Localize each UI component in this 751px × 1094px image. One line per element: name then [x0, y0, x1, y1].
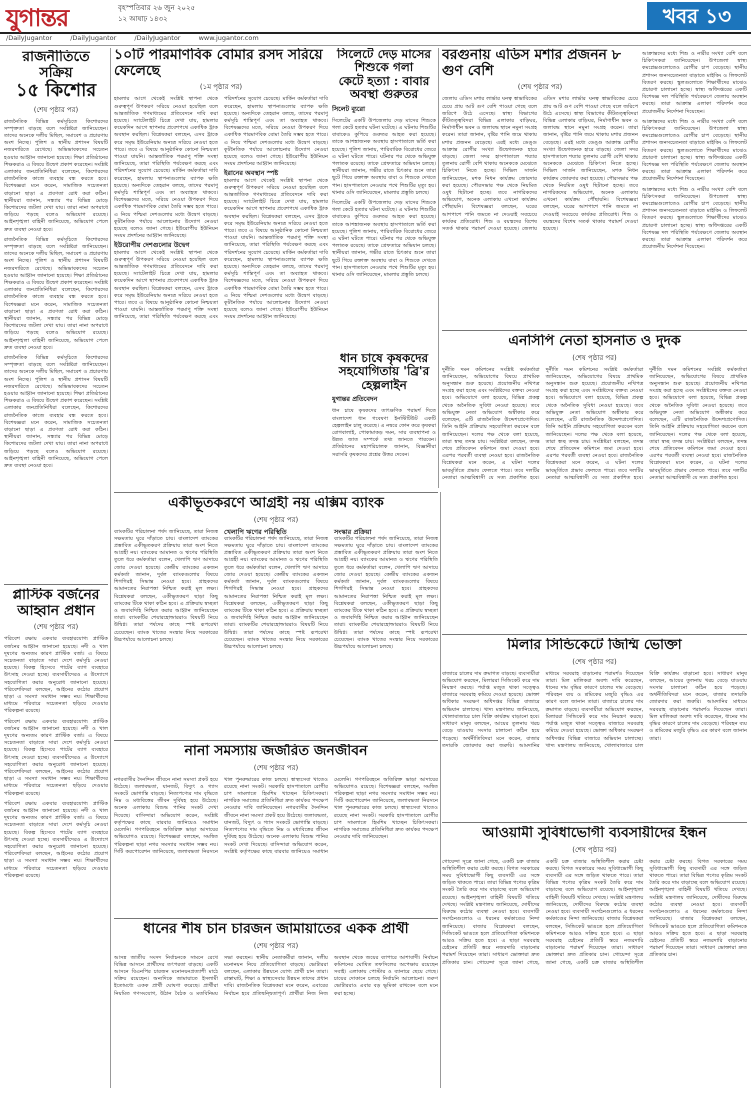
kicker: (শেষ পৃষ্ঠার পর) [33, 105, 79, 114]
article-mill-syndicate [442, 638, 747, 818]
headline-2: শিশুকে গলা [354, 60, 414, 75]
subheading: ইরানের অবস্থান স্পষ্ট [224, 169, 279, 178]
headline-2: সহযোগিতায় 'ব্রি'র [338, 364, 430, 379]
article-body: নগরবাসীর দৈনন্দিন জীবনে নানা সমস্যা প্রকট হয়ে উঠেছে। জলাবদ্ধতা, যানজট, বিদ্যুৎ ও গ্যাস সংকটে ভোগান্তি বাড়ছে। নিত্যপণ্যের দাম বৃদ্ধিতে নিম্ন ও মধ্যবিত্তের জীবন দুর্বিষহ হয়ে উঠেছে। অনেক এলাকায় বিশুদ্ধ পানির সংকট দেখা দিয়েছে। বাসিন্দারা অভিযোগ করেন, সংশ্লিষ্ট কর্তৃপক্ষের কাছে বারবার জানিয়েও সমাধান মেলেনি। গণপরিবহনে অতিরিক্ত ভাড়া আদায়ের অভিযোগও রয়েছে। বিশেষজ্ঞরা বলছেন, সমন্বিত পরিকল্পনা ছাড়া নগর সমস্যার সমাধান সম্ভব নয়। সিটি করপোরেশন জানিয়েছে, জলাবদ্ধতা নিরসনে খাল পুনরুদ্ধারের কাজ চলছে। স্বাস্থ্যসেবা খাতেও রয়েছে নানা সংকট। সরকারি হাসপাতালে রোগীর চাপ সামলাতে হিমশিম খাচ্ছেন চিকিৎসকরা। নাগরিক সমাজের প্রতিনিধিরা দ্রুত কার্যকর পদক্ষেপ নেওয়ার দাবি জানিয়েছেন। নগরবাসীর দৈনন্দিন জীবনে নানা সমস্যা প্রকট হয়ে উঠেছে। জলাবদ্ধতা, যানজট, বিদ্যুৎ ও গ্যাস সংকটে ভোগান্তি বাড়ছে। নিত্যপণ্যের দাম বৃদ্ধিতে নিম্ন ও মধ্যবিত্তের জীবন দুর্বিষহ হয়ে উঠেছে। অনেক এলাকায় বিশুদ্ধ পানির সংকট দেখা দিয়েছে। বাসিন্দারা অভিযোগ করেন, সংশ্লিষ্ট কর্তৃপক্ষের কাছে বারবার জানিয়েও সমাধান মেলেনি। গণপরিবহনে অতিরিক্ত ভাড়া আদায়ের অভিযোগও রয়েছে। বিশেষজ্ঞরা বলছেন, সমন্বিত পরিকল্পনা ছাড়া নগর সমস্যার সমাধান সম্ভব নয়। সিটি করপোরেশন জানিয়েছে, জলাবদ্ধতা নিরসনে খাল পুনরুদ্ধারের কাজ চলছে। স্বাস্থ্যসেবা খাতেও রয়েছে নানা সংকট। সরকারি হাসপাতালে রোগীর চাপ সামলাতে হিমশিম খাচ্ছেন চিকিৎসকরা। নাগরিক সমাজের প্রতিনিধিরা দ্রুত কার্যকর পদক্ষেপ নেওয়ার দাবি জানিয়েছেন। [114, 776, 438, 855]
subheading: খেলাপি ঋণের পরিস্থিতি [224, 527, 287, 536]
kicker: (শেষ পৃষ্ঠার পর) [572, 845, 617, 854]
dateline [118, 3, 195, 25]
twitter-link[interactable]: /DailyJugantor [70, 34, 117, 42]
article-body: গোয়েন্দা সূত্রে জানা গেছে, একটি চক্র বাজার অস্থিতিশীল করার চেষ্টা করছে। বিগত সরকারের সময় সুবিধাভোগী কিছু ব্যবসায়ী এর সঙ্গে জড়িত থাকতে পারে। তারা বিভিন্ন পণ্যের কৃত্রিম সংকট তৈরি করে দাম বাড়াচ্ছে বলে অভিযোগ রয়েছে। আইনশৃঙ্খলা বাহিনী বিষয়টি খতিয়ে দেখছে। সংশ্লিষ্ট মন্ত্রণালয় জানিয়েছে, দোষীদের বিরুদ্ধে কঠোর ব্যবস্থা নেওয়া হবে। ব্যবসায়ী সংগঠনগুলোও এ ধরনের কর্মকাণ্ডের নিন্দা জানিয়েছে। বাজার বিশ্লেষকরা বলছেন, সিন্ডিকেট ভাঙতে হলে প্রতিযোগিতা কমিশনকে আরও সক্রিয় হতে হবে। এ ছাড়া সরবরাহ চেইনের প্রতিটি স্তরে নজরদারি বাড়ানোর পরামর্শ দিয়েছেন তারা। সাধারণ ভোক্তারা দ্রুত প্রতিকার চান। গোয়েন্দা সূত্রে জানা গেছে, একটি চক্র বাজার অস্থিতিশীল করার চেষ্টা করছে। বিগত সরকারের সময় সুবিধাভোগী কিছু ব্যবসায়ী এর সঙ্গে জড়িত থাকতে পারে। তারা বিভিন্ন পণ্যের কৃত্রিম সংকট তৈরি করে দাম বাড়াচ্ছে বলে অভিযোগ রয়েছে। আইনশৃঙ্খলা বাহিনী বিষয়টি খতিয়ে দেখছে। সংশ্লিষ্ট মন্ত্রণালয় জানিয়েছে, দোষীদের বিরুদ্ধে কঠোর ব্যবস্থা নেওয়া হবে। ব্যবসায়ী সংগঠনগুলোও এ ধরনের কর্মকাণ্ডের নিন্দা জানিয়েছে। বাজার বিশ্লেষকরা বলছেন, সিন্ডিকেট ভাঙতে হলে প্রতিযোগিতা কমিশনকে আরও সক্রিয় হতে হবে। এ ছাড়া সরবরাহ চেইনের প্রতিটি স্তরে নজরদারি বাড়ানোর পরামর্শ দিয়েছেন তারা। সাধারণ ভোক্তারা দ্রুত প্রতিকার চান। গোয়েন্দা সূত্রে জানা গেছে, একটি চক্র বাজার অস্থিতিশীল করার চেষ্টা করছে। বিগত সরকারের সময় সুবিধাভোগী কিছু ব্যবসায়ী এর সঙ্গে জড়িত থাকতে পারে। তারা বিভিন্ন পণ্যের কৃত্রিম সংকট তৈরি করে দাম বাড়াচ্ছে বলে অভিযোগ রয়েছে। আইনশৃঙ্খলা বাহিনী বিষয়টি খতিয়ে দেখছে। সংশ্লিষ্ট মন্ত্রণালয় জানিয়েছে, দোষীদের বিরুদ্ধে কঠোর ব্যবস্থা নেওয়া হবে। ব্যবসায়ী সংগঠনগুলোও এ ধরনের কর্মকাণ্ডের নিন্দা জানিয়েছে। বাজার বিশ্লেষকরা বলছেন, সিন্ডিকেট ভাঙতে হলে প্রতিযোগিতা কমিশনকে আরও সক্রিয় হতে হবে। এ ছাড়া সরবরাহ চেইনের প্রতিটি স্তরে নজরদারি বাড়ানোর পরামর্শ দিয়েছেন তারা। সাধারণ ভোক্তারা দ্রুত প্রতিকার চান। [442, 858, 747, 966]
article-body-repeat: রাজনৈতিক বিভিন্ন কর্মসূচিতে কিশোরদের সম্পৃক্ততা বাড়ছে বলে সংশ্লিষ্টরা জানিয়েছেন। তাদের অনেকে দলীয় মিছিল, সমাবেশ ও প্রচারণায় অংশ নিচ্ছে। পুলিশ ও স্থানীয় প্রশাসন বিষয়টি নজরদারিতে রেখেছে। অভিভাবকদের সচেতন হওয়ার আহ্বান জানানো হয়েছে। শিক্ষা প্রতিষ্ঠানের শিক্ষকরাও এ বিষয়ে উদ্বেগ প্রকাশ করেছেন। সংশ্লিষ্ট এলাকার জনপ্রতিনিধিরা বলেছেন, কিশোরদের রাজনৈতিক কাজে ব্যবহার বন্ধ করতে হবে। বিশেষজ্ঞরা মনে করেন, সামাজিক সচেতনতা বাড়ানো ছাড়া এ প্রবণতা রোধ করা কঠিন। স্থানীয়রা জানান, সন্ধ্যার পর বিভিন্ন মোড়ে কিশোরদের জটলা দেখা যায়। তারা নানা অপরাধে জড়িয়ে পড়ছে বলেও অভিযোগ রয়েছে। আইনশৃঙ্খলা বাহিনী জানিয়েছে, অভিযোগ পেলে দ্রুত ব্যবস্থা নেওয়া হবে। [4, 355, 108, 470]
headline-3: হেল্পলাইন [361, 377, 407, 392]
byline: যুগান্তর প্রতিবেদন [332, 395, 378, 404]
headline: ১০টি পারমাণবিক বোমার রসদ সরিয়ে ফেলেছে [114, 48, 323, 79]
date-bengali: ১২ আষাঢ় ১৪৩২ [118, 15, 168, 23]
page-number: ১৩ [705, 4, 732, 28]
facebook-link[interactable]: /DailyJugantor [6, 34, 53, 42]
article-body: ব্যাংকটির পরিচালনা পর্ষদ জানিয়েছে, তারা নিজস্ব সক্ষমতায় ঘুরে দাঁড়াতে চায়। বাংলাদেশ ব্যাংকের প্রস্তাবিত একীভূতকরণ প্রক্রিয়ায় তারা অংশ নিতে আগ্রহী নয়। ব্যাংকের আমানত ও ঋণের পরিস্থিতি তুলে ধরে কর্মকর্তারা বলেন, খেলাপি ঋণ আদায়ে জোর দেওয়া হয়েছে। কেন্দ্রীয় ব্যাংকের একজন কর্মকর্তা জানান, দুর্বল ব্যাংকগুলোর বিষয়ে শিগগিরই সিদ্ধান্ত নেওয়া হবে। গ্রাহকদের আমানতের নিরাপত্তা নিশ্চিত করাই মূল লক্ষ্য। বিশ্লেষকরা বলছেন, একীভূতকরণ ছাড়া কিছু ব্যাংকের টিকে থাকা কঠিন হবে। এ প্রক্রিয়ায় স্বচ্ছতা ও জবাবদিহি নিশ্চিত করার আহ্বান জানিয়েছেন তারা। ব্যাংকটির শেয়ারহোল্ডাররাও বিষয়টি নিয়ে উদ্বিগ্ন। তারা পর্ষদের কাছে স্পষ্ট রূপরেখা চেয়েছেন। ব্যাংক খাতের সংস্কার নিয়ে সরকারের উচ্চপর্যায়ে আলোচনা চলছে। খেলাপি ঋণের পরিস্থিতি ব্যাংকটির পরিচালনা পর্ষদ জানিয়েছে, তারা নিজস্ব সক্ষমতায় ঘুরে দাঁড়াতে চায়। বাংলাদেশ ব্যাংকের প্রস্তাবিত একীভূতকরণ প্রক্রিয়ায় তারা অংশ নিতে আগ্রহী নয়। ব্যাংকের আমানত ও ঋণের পরিস্থিতি তুলে ধরে কর্মকর্তারা বলেন, খেলাপি ঋণ আদায়ে জোর দেওয়া হয়েছে। কেন্দ্রীয় ব্যাংকের একজন কর্মকর্তা জানান, দুর্বল ব্যাংকগুলোর বিষয়ে শিগগিরই সিদ্ধান্ত নেওয়া হবে। গ্রাহকদের আমানতের নিরাপত্তা নিশ্চিত করাই মূল লক্ষ্য। বিশ্লেষকরা বলছেন, একীভূতকরণ ছাড়া কিছু ব্যাংকের টিকে থাকা কঠিন হবে। এ প্রক্রিয়ায় স্বচ্ছতা ও জবাবদিহি নিশ্চিত করার আহ্বান জানিয়েছেন তারা। ব্যাংকটির শেয়ারহোল্ডাররাও বিষয়টি নিয়ে উদ্বিগ্ন। তারা পর্ষদের কাছে স্পষ্ট রূপরেখা চেয়েছেন। ব্যাংক খাতের সংস্কার নিয়ে সরকারের উচ্চপর্যায়ে আলোচনা চলছে। সংস্কার প্রক্রিয়া ব্যাংকটির পরিচালনা পর্ষদ জানিয়েছে, তারা নিজস্ব সক্ষমতায় ঘুরে দাঁড়াতে চায়। বাংলাদেশ ব্যাংকের প্রস্তাবিত একীভূতকরণ প্রক্রিয়ায় তারা অংশ নিতে আগ্রহী নয়। ব্যাংকের আমানত ও ঋণের পরিস্থিতি তুলে ধরে কর্মকর্তারা বলেন, খেলাপি ঋণ আদায়ে জোর দেওয়া হয়েছে। কেন্দ্রীয় ব্যাংকের একজন কর্মকর্তা জানান, দুর্বল ব্যাংকগুলোর বিষয়ে শিগগিরই সিদ্ধান্ত নেওয়া হবে। গ্রাহকদের আমানতের নিরাপত্তা নিশ্চিত করাই মূল লক্ষ্য। বিশ্লেষকরা বলছেন, একীভূতকরণ ছাড়া কিছু ব্যাংকের টিকে থাকা কঠিন হবে। এ প্রক্রিয়ায় স্বচ্ছতা ও জবাবদিহি নিশ্চিত করার আহ্বান জানিয়েছেন তারা। ব্যাংকটির শেয়ারহোল্ডাররাও বিষয়টি নিয়ে উদ্বিগ্ন। তারা পর্ষদের কাছে স্পষ্ট রূপরেখা চেয়েছেন। ব্যাংক খাতের সংস্কার নিয়ে সরকারের উচ্চপর্যায়ে আলোচনা চলছে। [114, 527, 438, 650]
article-body: আক্রান্তদের মধ্যে শিশু ও নারীর সংখ্যা বেশি বলে চিকিৎসকরা জানিয়েছেন। উপজেলা স্বাস্থ্য কমপ্লেক্সগুলোতেও রোগীর চাপ বেড়েছে। স্থানীয় প্রশাসন জনসচেতনতা বাড়াতে মাইকিং ও লিফলেট বিতরণ করছে। স্কুলগুলোতে শিক্ষার্থীদের মাঝেও প্রচারণা চালানো হচ্ছে। স্বাস্থ্য অধিদপ্তরের একটি বিশেষজ্ঞ দল পরিস্থিতি পর্যবেক্ষণে জেলায় অবস্থান করছে। তারা আক্রান্ত এলাকা পরিদর্শন করে প্রয়োজনীয় নির্দেশনা দিয়েছেন। [642, 51, 747, 115]
article-body: দুর্নীতি দমন কমিশনের সংশ্লিষ্ট কর্মকর্তারা জানিয়েছেন, অভিযোগের বিষয়ে প্রাথমিক অনুসন্ধান শুরু হয়েছে। প্রয়োজনীয় নথিপত্র সংগ্রহ করা হচ্ছে এবং সংশ্লিষ্টদের বক্তব্য নেওয়া হবে। অভিযোগে বলা হয়েছে, বিভিন্ন প্রকল্প থেকে অনৈতিক সুবিধা নেওয়া হয়েছে। তবে অভিযুক্ত নেতা অভিযোগ অস্বীকার করে বলেছেন, এটি রাজনৈতিক উদ্দেশ্যপ্রণোদিত। তিনি আইনি প্রক্রিয়ায় সহযোগিতা করবেন বলে জানিয়েছেন। দলের পক্ষ থেকে বলা হয়েছে, তারা স্বচ্ছ তদন্ত চায়। সংশ্লিষ্টরা বলছেন, তদন্ত শেষে প্রতিবেদন কমিশনে জমা দেওয়া হবে। এরপর পরবর্তী ব্যবস্থা নেওয়া হবে। রাজনৈতিক বিশ্লেষকরা মনে করেন, এ ঘটনা দলের ভাবমূর্তিতে প্রভাব ফেলতে পারে। তবে দলটির নেতারা আত্মবিশ্বাসী যে সত্য প্রকাশিত হবে। দুর্নীতি দমন কমিশনের সংশ্লিষ্ট কর্মকর্তারা জানিয়েছেন, অভিযোগের বিষয়ে প্রাথমিক অনুসন্ধান শুরু হয়েছে। প্রয়োজনীয় নথিপত্র সংগ্রহ করা হচ্ছে এবং সংশ্লিষ্টদের বক্তব্য নেওয়া হবে। অভিযোগে বলা হয়েছে, বিভিন্ন প্রকল্প থেকে অনৈতিক সুবিধা নেওয়া হয়েছে। তবে অভিযুক্ত নেতা অভিযোগ অস্বীকার করে বলেছেন, এটি রাজনৈতিক উদ্দেশ্যপ্রণোদিত। তিনি আইনি প্রক্রিয়ায় সহযোগিতা করবেন বলে জানিয়েছেন। দলের পক্ষ থেকে বলা হয়েছে, তারা স্বচ্ছ তদন্ত চায়। সংশ্লিষ্টরা বলছেন, তদন্ত শেষে প্রতিবেদন কমিশনে জমা দেওয়া হবে। এরপর পরবর্তী ব্যবস্থা নেওয়া হবে। রাজনৈতিক বিশ্লেষকরা মনে করেন, এ ঘটনা দলের ভাবমূর্তিতে প্রভাব ফেলতে পারে। তবে দলটির নেতারা আত্মবিশ্বাসী যে সত্য প্রকাশিত হবে। দুর্নীতি দমন কমিশনের সংশ্লিষ্ট কর্মকর্তারা জানিয়েছেন, অভিযোগের বিষয়ে প্রাথমিক অনুসন্ধান শুরু হয়েছে। প্রয়োজনীয় নথিপত্র সংগ্রহ করা হচ্ছে এবং সংশ্লিষ্টদের বক্তব্য নেওয়া হবে। অভিযোগে বলা হয়েছে, বিভিন্ন প্রকল্প থেকে অনৈতিক সুবিধা নেওয়া হয়েছে। তবে অভিযুক্ত নেতা অভিযোগ অস্বীকার করে বলেছেন, এটি রাজনৈতিক উদ্দেশ্যপ্রণোদিত। তিনি আইনি প্রক্রিয়ায় সহযোগিতা করবেন বলে জানিয়েছেন। দলের পক্ষ থেকে বলা হয়েছে, তারা স্বচ্ছ তদন্ত চায়। সংশ্লিষ্টরা বলছেন, তদন্ত শেষে প্রতিবেদন কমিশনে জমা দেওয়া হবে। এরপর পরবর্তী ব্যবস্থা নেওয়া হবে। রাজনৈতিক বিশ্লেষকরা মনে করেন, এ ঘটনা দলের ভাবমূর্তিতে প্রভাব ফেলতে পারে। তবে দলটির নেতারা আত্মবিশ্বাসী যে সত্য প্রকাশিত হবে। [442, 366, 747, 481]
headline: আওয়ামী সুবিধাভোগী ব্যবসায়ীদের ইন্ধন [482, 826, 707, 841]
headline: ধান চাষে কৃষকদের [339, 352, 429, 365]
masthead [0, 0, 751, 34]
article-sylhet-child [332, 48, 436, 348]
headline: প্লাস্টিক বর্জনের [12, 588, 100, 603]
headline: সিলেটে দেড় মাসের [336, 48, 432, 61]
article-body: আসন্ন জাতীয় সংসদ নির্বাচনকে সামনে রেখে বিভিন্ন আসনে প্রার্থীদের তৎপরতা বাড়ছে। একটি আসনে বিএনপির চারজন মনোনয়নপ্রত্যাশী মাঠে সক্রিয় রয়েছেন। অন্যদিকে জামায়াতে ইসলামী ইতোমধ্যে একক প্রার্থী ঘোষণা করেছে। প্রার্থীরা নিয়মিত গণসংযোগ, উঠান বৈঠক ও মতবিনিময় সভা করছেন। স্থানীয় নেতাকর্মীরা জানান, দলীয় মনোনয়ন নিয়ে প্রতিযোগিতা বাড়ছে। ভোটাররা বলছেন, এলাকার উন্নয়নে যোগ্য প্রার্থী চান তারা। রাস্তাঘাট, শিক্ষা ও স্বাস্থ্যসেবার উন্নয়ন তাদের প্রধান দাবি। রাজনৈতিক বিশ্লেষকরা মনে করেন, এবারের নির্বাচন হবে প্রতিদ্বন্দ্বিতাপূর্ণ। প্রার্থীরা নিজ নিজ অবস্থান থেকে জয়ের ব্যাপারে আশাবাদী। নির্বাচন কমিশনের ঘোষিত তফসিলের অপেক্ষায় রয়েছেন সবাই। এলাকায় পোস্টার ও ব্যানারে ছেয়ে গেছে। চায়ের দোকানে চলছে নির্বাচনি আলোচনা। তরুণ ভোটাররাও এবার বড় ভূমিকা রাখবেন বলে মনে করা হচ্ছে। [114, 954, 438, 997]
headline-4: অবস্থা গুরুতর [349, 87, 419, 102]
article-body-repeat: সিলেটের একটি উপজেলায় দেড় মাসের শিশুকে গলা কেটে হত্যার ঘটনা ঘটেছে। এ ঘটনায় শিশুটির বাবাকেও কুপিয়ে গুরুতর আহত করা হয়েছে। তাকে আশঙ্কাজনক অবস্থায় হাসপাতালে ভর্তি করা হয়েছে। পুলিশ জানায়, পারিবারিক বিরোধের জেরে এ ঘটনা ঘটতে পারে। ঘটনার পর থেকে অভিযুক্ত পলাতক রয়েছে। তাকে গ্রেফতারে অভিযান চলছে। স্থানীয়রা জানান, গভীর রাতে চিৎকার শুনে তারা ছুটে গিয়ে রক্তাক্ত অবস্থায় বাবা ও শিশুকে দেখতে পান। হাসপাতালে নেওয়ার পথে শিশুটির মৃত্যু হয়। থানার ওসি জানিয়েছেন, মামলার প্রস্তুতি চলছে। [332, 199, 436, 279]
kicker: (শেষ পৃষ্ঠার পর) [572, 353, 617, 362]
article-body: হামলার আগে থেকেই সংশ্লিষ্ট স্থাপনা থেকে গুরুত্বপূর্ণ উপকরণ সরিয়ে নেওয়া হয়েছিল বলে আন্তর্জাতিক গণমাধ্যমের প্রতিবেদনে দাবি করা হয়েছে। স্যাটেলাইট চিত্রে দেখা যায়, হামলার কয়েকদিন আগে স্থাপনার প্রবেশপথে একাধিক ট্রাক অবস্থান করছিল। বিশ্লেষকরা বলছেন, এসব ট্রাকে করে সমৃদ্ধ ইউরেনিয়াম অন্যত্র সরিয়ে নেওয়া হতে পারে। তবে এ বিষয়ে আনুষ্ঠানিক কোনো নিশ্চয়তা পাওয়া যায়নি। আন্তর্জাতিক পরমাণু শক্তি সংস্থা জানিয়েছে, তারা পরিস্থিতি পর্যবেক্ষণ করছে এবং পরিদর্শনের সুযোগ চেয়েছে। মার্কিন কর্মকর্তারা দাবি করেছেন, হামলায় স্থাপনাগুলোর ব্যাপক ক্ষতি হয়েছে। অন্যদিকে তেহরান বলছে, তাদের পরমাণু কর্মসূচি শান্তিপূর্ণ এবং তা অব্যাহত থাকবে। বিশেষজ্ঞদের মতে, সরিয়ে নেওয়া উপকরণ দিয়ে একাধিক পারমাণবিক বোমা তৈরি সম্ভব হতে পারে। এ নিয়ে পশ্চিমা দেশগুলোর মধ্যে উদ্বেগ বাড়ছে। কূটনৈতিক পর্যায়ে আলোচনার উদ্যোগ নেওয়া হয়েছে বলেও জানা গেছে। ইউরোপীয় ইউনিয়ন সংযম প্রদর্শনের আহ্বান জানিয়েছে। ইউরোপীয় দেশগুলোর উদ্বেগ হামলার আগে থেকেই সংশ্লিষ্ট স্থাপনা থেকে গুরুত্বপূর্ণ উপকরণ সরিয়ে নেওয়া হয়েছিল বলে আন্তর্জাতিক গণমাধ্যমের প্রতিবেদনে দাবি করা হয়েছে। স্যাটেলাইট চিত্রে দেখা যায়, হামলার কয়েকদিন আগে স্থাপনার প্রবেশপথে একাধিক ট্রাক অবস্থান করছিল। বিশ্লেষকরা বলছেন, এসব ট্রাকে করে সমৃদ্ধ ইউরেনিয়াম অন্যত্র সরিয়ে নেওয়া হতে পারে। তবে এ বিষয়ে আনুষ্ঠানিক কোনো নিশ্চয়তা পাওয়া যায়নি। আন্তর্জাতিক পরমাণু শক্তি সংস্থা জানিয়েছে, তারা পরিস্থিতি পর্যবেক্ষণ করছে এবং পরিদর্শনের সুযোগ চেয়েছে। মার্কিন কর্মকর্তারা দাবি করেছেন, হামলায় স্থাপনাগুলোর ব্যাপক ক্ষতি হয়েছে। অন্যদিকে তেহরান বলছে, তাদের পরমাণু কর্মসূচি শান্তিপূর্ণ এবং তা অব্যাহত থাকবে। বিশেষজ্ঞদের মতে, সরিয়ে নেওয়া উপকরণ দিয়ে একাধিক পারমাণবিক বোমা তৈরি সম্ভব হতে পারে। এ নিয়ে পশ্চিমা দেশগুলোর মধ্যে উদ্বেগ বাড়ছে। কূটনৈতিক পর্যায়ে আলোচনার উদ্যোগ নেওয়া হয়েছে বলেও জানা গেছে। ইউরোপীয় ইউনিয়ন সংযম প্রদর্শনের আহ্বান জানিয়েছে। ইরানের অবস্থান স্পষ্ট হামলার আগে থেকেই সংশ্লিষ্ট স্থাপনা থেকে গুরুত্বপূর্ণ উপকরণ সরিয়ে নেওয়া হয়েছিল বলে আন্তর্জাতিক গণমাধ্যমের প্রতিবেদনে দাবি করা হয়েছে। স্যাটেলাইট চিত্রে দেখা যায়, হামলার কয়েকদিন আগে স্থাপনার প্রবেশপথে একাধিক ট্রাক অবস্থান করছিল। বিশ্লেষকরা বলছেন, এসব ট্রাকে করে সমৃদ্ধ ইউরেনিয়াম অন্যত্র সরিয়ে নেওয়া হতে পারে। তবে এ বিষয়ে আনুষ্ঠানিক কোনো নিশ্চয়তা পাওয়া যায়নি। আন্তর্জাতিক পরমাণু শক্তি সংস্থা জানিয়েছে, তারা পরিস্থিতি পর্যবেক্ষণ করছে এবং পরিদর্শনের সুযোগ চেয়েছে। মার্কিন কর্মকর্তারা দাবি করেছেন, হামলায় স্থাপনাগুলোর ব্যাপক ক্ষতি হয়েছে। অন্যদিকে তেহরান বলছে, তাদের পরমাণু কর্মসূচি শান্তিপূর্ণ এবং তা অব্যাহত থাকবে। বিশেষজ্ঞদের মতে, সরিয়ে নেওয়া উপকরণ দিয়ে একাধিক পারমাণবিক বোমা তৈরি সম্ভব হতে পারে। এ নিয়ে পশ্চিমা দেশগুলোর মধ্যে উদ্বেগ বাড়ছে। কূটনৈতিক পর্যায়ে আলোচনার উদ্যোগ নেওয়া হয়েছে বলেও জানা গেছে। ইউরোপীয় ইউনিয়ন সংযম প্রদর্শনের আহ্বান জানিয়েছে। [114, 96, 328, 321]
kicker: (শেষ পৃষ্ঠার পর) [517, 83, 563, 92]
article-body-repeat: পরিবেশ রক্ষায় একবার ব্যবহারযোগ্য প্লাস্টিক বর্জনের আহ্বান জানানো হয়েছে। নদী ও খাল দূষণের অন্যতম কারণ প্লাস্টিক বর্জ্য। এ বিষয়ে সচেতনতা বাড়াতে সারা দেশে কর্মসূচি নেওয়া হয়েছে। বিকল্প হিসেবে পাটের ব্যাগ ব্যবহারে উৎসাহ দেওয়া হচ্ছে। ব্যবসায়ীদেরও এ উদ্যোগে সহযোগিতা করার অনুরোধ জানানো হয়েছে। পরিবেশবিদরা বলছেন, আইনের কঠোর প্রয়োগ ছাড়া এ সমস্যা সমাধান সম্ভব নয়। শিক্ষার্থীদের মাধ্যমে পরিবারে সচেতনতা ছড়িয়ে দেওয়ার পরিকল্পনা রয়েছে। [4, 800, 108, 879]
headline-2: আহ্বান প্রধান [17, 602, 95, 619]
article-awami-business [442, 826, 747, 1088]
kicker: (শেষ পৃষ্ঠার পর) [253, 515, 299, 524]
article-public-life [114, 744, 438, 914]
article-body-repeat: পরিবেশ রক্ষায় একবার ব্যবহারযোগ্য প্লাস্টিক বর্জনের আহ্বান জানানো হয়েছে। নদী ও খাল দূষণের অন্যতম কারণ প্লাস্টিক বর্জ্য। এ বিষয়ে সচেতনতা বাড়াতে সারা দেশে কর্মসূচি নেওয়া হয়েছে। বিকল্প হিসেবে পাটের ব্যাগ ব্যবহারে উৎসাহ দেওয়া হচ্ছে। ব্যবসায়ীদেরও এ উদ্যোগে সহযোগিতা করার অনুরোধ জানানো হয়েছে। পরিবেশবিদরা বলছেন, আইনের কঠোর প্রয়োগ ছাড়া এ সমস্যা সমাধান সম্ভব নয়। শিক্ষার্থীদের মাধ্যমে পরিবারে সচেতনতা ছড়িয়ে দেওয়ার পরিকল্পনা রয়েছে। [4, 718, 108, 797]
headline-3: কেটে হত্যা : বাবার [338, 73, 430, 88]
kicker: (শেষ পৃষ্ঠার পর) [253, 941, 299, 950]
article-plastic [4, 588, 108, 1088]
article-bomb-supply [114, 48, 328, 488]
date-gregorian: বৃহস্পতিবার ২৬ জুন ২০২৫ [118, 4, 196, 12]
subheading: সংস্কার প্রক্রিয়া [334, 527, 372, 536]
instagram-link[interactable]: /DailyJugantor [134, 34, 181, 42]
article-paddy-helpline [332, 352, 436, 492]
article-body-repeat: আক্রান্তদের মধ্যে শিশু ও নারীর সংখ্যা বেশি বলে চিকিৎসকরা জানিয়েছেন। উপজেলা স্বাস্থ্য কমপ্লেক্সগুলোতেও রোগীর চাপ বেড়েছে। স্থানীয় প্রশাসন জনসচেতনতা বাড়াতে মাইকিং ও লিফলেট বিতরণ করছে। স্কুলগুলোতে শিক্ষার্থীদের মাঝেও প্রচারণা চালানো হচ্ছে। স্বাস্থ্য অধিদপ্তরের একটি বিশেষজ্ঞ দল পরিস্থিতি পর্যবেক্ষণে জেলায় অবস্থান করছে। তারা আক্রান্ত এলাকা পরিদর্শন করে প্রয়োজনীয় নির্দেশনা দিয়েছেন। [642, 118, 747, 183]
article-body: পরিবেশ রক্ষায় একবার ব্যবহারযোগ্য প্লাস্টিক বর্জনের আহ্বান জানানো হয়েছে। নদী ও খাল দূষণের অন্যতম কারণ প্লাস্টিক বর্জ্য। এ বিষয়ে সচেতনতা বাড়াতে সারা দেশে কর্মসূচি নেওয়া হয়েছে। বিকল্প হিসেবে পাটের ব্যাগ ব্যবহারে উৎসাহ দেওয়া হচ্ছে। ব্যবসায়ীদেরও এ উদ্যোগে সহযোগিতা করার অনুরোধ জানানো হয়েছে। পরিবেশবিদরা বলছেন, আইনের কঠোর প্রয়োগ ছাড়া এ সমস্যা সমাধান সম্ভব নয়। শিক্ষার্থীদের মাধ্যমে পরিবারে সচেতনতা ছড়িয়ে দেওয়ার পরিকল্পনা রয়েছে। [4, 636, 108, 715]
social-links-bar [0, 34, 751, 46]
kicker: (শেষ পৃষ্ঠার পর) [253, 763, 299, 772]
headline: বরগুনায় এডিস মশার প্রজনন ৮ গুণ বেশি [442, 48, 621, 79]
article-body: রাজনৈতিক বিভিন্ন কর্মসূচিতে কিশোরদের সম্পৃক্ততা বাড়ছে বলে সংশ্লিষ্টরা জানিয়েছেন। তাদের অনেকে দলীয় মিছিল, সমাবেশ ও প্রচারণায় অংশ নিচ্ছে। পুলিশ ও স্থানীয় প্রশাসন বিষয়টি নজরদারিতে রেখেছে। অভিভাবকদের সচেতন হওয়ার আহ্বান জানানো হয়েছে। শিক্ষা প্রতিষ্ঠানের শিক্ষকরাও এ বিষয়ে উদ্বেগ প্রকাশ করেছেন। সংশ্লিষ্ট এলাকার জনপ্রতিনিধিরা বলেছেন, কিশোরদের রাজনৈতিক কাজে ব্যবহার বন্ধ করতে হবে। বিশেষজ্ঞরা মনে করেন, সামাজিক সচেতনতা বাড়ানো ছাড়া এ প্রবণতা রোধ করা কঠিন। স্থানীয়রা জানান, সন্ধ্যার পর বিভিন্ন মোড়ে কিশোরদের জটলা দেখা যায়। তারা নানা অপরাধে জড়িয়ে পড়ছে বলেও অভিযোগ রয়েছে। আইনশৃঙ্খলা বাহিনী জানিয়েছে, অভিযোগ পেলে দ্রুত ব্যবস্থা নেওয়া হবে। [4, 118, 108, 233]
article-ncp-hasnat [442, 334, 747, 630]
headline: মিলার সিন্ডিকেটে জিম্মি ভোক্তা [507, 638, 682, 653]
article-politics-teens [4, 50, 108, 580]
kicker: (শেষ পৃষ্ঠার পর) [33, 623, 79, 632]
headline: রাজনীতিতে সক্রিয় [22, 50, 90, 81]
subheading: ইউরোপীয় দেশগুলোর উদ্বেগ [114, 241, 190, 250]
website-link[interactable]: www.jugantor.com [198, 34, 259, 42]
article-body: জেলায় এডিস মশার লার্ভার ঘনত্ব স্বাভাবিকের চেয়ে প্রায় আট গুণ বেশি পাওয়া গেছে বলে জরিপে উঠে এসেছে। স্বাস্থ্য বিভাগের কীটতত্ত্ববিদরা বিভিন্ন এলাকার বাড়িঘর, নির্মাণাধীন ভবন ও জলাবদ্ধ স্থানে নমুনা সংগ্রহ করেন। তারা জানান, বৃষ্টির পানি জমে থাকায় মশার প্রজনন বেড়েছে। এরই মধ্যে ডেঙ্গু আক্রান্ত রোগীর সংখ্যা উদ্বেগজনক হারে বাড়ছে। জেলা সদর হাসপাতালে শয্যার তুলনায় রোগী বেশি থাকায় অনেককে মেঝেতে চিকিৎসা নিতে হচ্ছে। সিভিল সার্জন জানিয়েছেন, মশক নিধন কার্যক্রম জোরদার করা হয়েছে। পৌরসভার পক্ষ থেকে নিয়মিত ওষুধ ছিটানো হচ্ছে। তবে নাগরিকদের অভিযোগ, অনেক এলাকায় এখনো কার্যক্রম পৌঁছায়নি। বিশেষজ্ঞরা বলছেন, ঘরের আশপাশে পানি জমতে না দেওয়াই সবচেয়ে কার্যকর প্রতিরোধ। শিশু ও বয়স্কদের বিশেষ সতর্ক থাকার পরামর্শ দেওয়া হয়েছে। জেলায় এডিস মশার লার্ভার ঘনত্ব স্বাভাবিকের চেয়ে প্রায় আট গুণ বেশি পাওয়া গেছে বলে জরিপে উঠে এসেছে। স্বাস্থ্য বিভাগের কীটতত্ত্ববিদরা বিভিন্ন এলাকার বাড়িঘর, নির্মাণাধীন ভবন ও জলাবদ্ধ স্থানে নমুনা সংগ্রহ করেন। তারা জানান, বৃষ্টির পানি জমে থাকায় মশার প্রজনন বেড়েছে। এরই মধ্যে ডেঙ্গু আক্রান্ত রোগীর সংখ্যা উদ্বেগজনক হারে বাড়ছে। জেলা সদর হাসপাতালে শয্যার তুলনায় রোগী বেশি থাকায় অনেককে মেঝেতে চিকিৎসা নিতে হচ্ছে। সিভিল সার্জন জানিয়েছেন, মশক নিধন কার্যক্রম জোরদার করা হয়েছে। পৌরসভার পক্ষ থেকে নিয়মিত ওষুধ ছিটানো হচ্ছে। তবে নাগরিকদের অভিযোগ, অনেক এলাকায় এখনো কার্যক্রম পৌঁছায়নি। বিশেষজ্ঞরা বলছেন, ঘরের আশপাশে পানি জমতে না দেওয়াই সবচেয়ে কার্যকর প্রতিরোধ। শিশু ও বয়স্কদের বিশেষ সতর্ক থাকার পরামর্শ দেওয়া হয়েছে। [442, 96, 638, 232]
article-exim-bank [114, 496, 438, 736]
headline: একীভূতকরণে আগ্রহী নয় এক্সিম ব্যাংক [168, 496, 384, 511]
headline: নানা সমস্যায় জর্জরিত জনজীবন [184, 744, 368, 759]
newspaper-logo: যুগান্তর [6, 3, 69, 32]
article-body: সিলেটের একটি উপজেলায় দেড় মাসের শিশুকে গলা কেটে হত্যার ঘটনা ঘটেছে। এ ঘটনায় শিশুটির বাবাকেও কুপিয়ে গুরুতর আহত করা হয়েছে। তাকে আশঙ্কাজনক অবস্থায় হাসপাতালে ভর্তি করা হয়েছে। পুলিশ জানায়, পারিবারিক বিরোধের জেরে এ ঘটনা ঘটতে পারে। ঘটনার পর থেকে অভিযুক্ত পলাতক রয়েছে। তাকে গ্রেফতারে অভিযান চলছে। স্থানীয়রা জানান, গভীর রাতে চিৎকার শুনে তারা ছুটে গিয়ে রক্তাক্ত অবস্থায় বাবা ও শিশুকে দেখতে পান। হাসপাতালে নেওয়ার পথে শিশুটির মৃত্যু হয়। থানার ওসি জানিয়েছেন, মামলার প্রস্তুতি চলছে। [332, 117, 436, 196]
headline: এনসিপি নেতা হাসনাত ও দুদক [508, 334, 681, 349]
article-body-repeat: আক্রান্তদের মধ্যে শিশু ও নারীর সংখ্যা বেশি বলে চিকিৎসকরা জানিয়েছেন। উপজেলা স্বাস্থ্য কমপ্লেক্সগুলোতেও রোগীর চাপ বেড়েছে। স্থানীয় প্রশাসন জনসচেতনতা বাড়াতে মাইকিং ও লিফলেট বিতরণ করছে। স্কুলগুলোতে শিক্ষার্থীদের মাঝেও প্রচারণা চালানো হচ্ছে। স্বাস্থ্য অধিদপ্তরের একটি বিশেষজ্ঞ দল পরিস্থিতি পর্যবেক্ষণে জেলায় অবস্থান করছে। তারা আক্রান্ত এলাকা পরিদর্শন করে প্রয়োজনীয় নির্দেশনা দিয়েছেন। [642, 186, 747, 251]
headline-2: ১৫ কিশোর [15, 80, 97, 102]
kicker: (১ম পৃষ্ঠার পর) [199, 83, 243, 92]
article-body-repeat: রাজনৈতিক বিভিন্ন কর্মসূচিতে কিশোরদের সম্পৃক্ততা বাড়ছে বলে সংশ্লিষ্টরা জানিয়েছেন। তাদের অনেকে দলীয় মিছিল, সমাবেশ ও প্রচারণায় অংশ নিচ্ছে। পুলিশ ও স্থানীয় প্রশাসন বিষয়টি নজরদারিতে রেখেছে। অভিভাবকদের সচেতন হওয়ার আহ্বান জানানো হয়েছে। শিক্ষা প্রতিষ্ঠানের শিক্ষকরাও এ বিষয়ে উদ্বেগ প্রকাশ করেছেন। সংশ্লিষ্ট এলাকার জনপ্রতিনিধিরা বলেছেন, কিশোরদের রাজনৈতিক কাজে ব্যবহার বন্ধ করতে হবে। বিশেষজ্ঞরা মনে করেন, সামাজিক সচেতনতা বাড়ানো ছাড়া এ প্রবণতা রোধ করা কঠিন। স্থানীয়রা জানান, সন্ধ্যার পর বিভিন্ন মোড়ে কিশোরদের জটলা দেখা যায়। তারা নানা অপরাধে জড়িয়ে পড়ছে বলেও অভিযোগ রয়েছে। আইনশৃঙ্খলা বাহিনী জানিয়েছে, অভিযোগ পেলে দ্রুত ব্যবস্থা নেওয়া হবে। [4, 236, 108, 351]
headline: ধানের শীষ চান চারজন জামায়াতের একক প্রার্থী [143, 922, 409, 937]
article-jamaat-candidate [114, 922, 438, 1088]
kicker: (শেষ পৃষ্ঠার পর) [572, 657, 617, 666]
article-body: ধান চাষে কৃষকদের তাৎক্ষণিক পরামর্শ দিতে বাংলাদেশ ধান গবেষণা ইনস্টিটিউট একটি হেল্পলাইন চালু করেছে। এ নম্বরে ফোন করে কৃষকরা রোগবালাই, পোকামাকড় দমন, সার ব্যবস্থাপনা ও উন্নত জাত সম্পর্কে তথ্য জানতে পারবেন। প্রতিষ্ঠানের মহাপরিচালক জানান, বিজ্ঞানীরা সরাসরি কৃষকদের প্রশ্নের উত্তর দেবেন। [332, 408, 436, 458]
section-page-badge [647, 2, 747, 30]
byline: সিলেট ব্যুরো [332, 104, 365, 113]
article-barguna-dengue [442, 48, 638, 326]
section-name: খবর [662, 4, 699, 28]
article-body: বাজারে চালের দাম ক্রমাগত বাড়ছে। ব্যবসায়ীরা অভিযোগ করছেন, মিলাররা সিন্ডিকেট করে দাম নিয়ন্ত্রণ করছে। পর্যাপ্ত মজুত থাকা সত্ত্বেও বাজারে সরবরাহ কমিয়ে দেওয়া হয়েছে। ভোক্তা অধিকার সংরক্ষণ অধিদপ্তর বিভিন্ন বাজারে অভিযান চালাচ্ছে। খাদ্য মন্ত্রণালয় জানিয়েছে, খোলাবাজারে চাল বিক্রি কার্যক্রম বাড়ানো হবে। সাধারণ মানুষ বলছেন, আয়ের তুলনায় খরচ বেড়ে যাওয়ায় সংসার চালানো কঠিন হয়ে পড়েছে। অর্থনীতিবিদরা মনে করেন, বাজার তদারকি জোরদার করা জরুরি। আমদানির মাধ্যমে সরবরাহ বাড়ানোর পরামর্শও দিয়েছেন তারা। মিল মালিকরা অবশ্য দাবি করেছেন, ধানের দাম বৃদ্ধির কারণে চালের দাম বেড়েছে। পরিবহন ব্যয় ও শ্রমিকের মজুরি বৃদ্ধিও এর কারণ বলে জানান তারা। বাজারে চালের দাম ক্রমাগত বাড়ছে। ব্যবসায়ীরা অভিযোগ করছেন, মিলাররা সিন্ডিকেট করে দাম নিয়ন্ত্রণ করছে। পর্যাপ্ত মজুত থাকা সত্ত্বেও বাজারে সরবরাহ কমিয়ে দেওয়া হয়েছে। ভোক্তা অধিকার সংরক্ষণ অধিদপ্তর বিভিন্ন বাজারে অভিযান চালাচ্ছে। খাদ্য মন্ত্রণালয় জানিয়েছে, খোলাবাজারে চাল বিক্রি কার্যক্রম বাড়ানো হবে। সাধারণ মানুষ বলছেন, আয়ের তুলনায় খরচ বেড়ে যাওয়ায় সংসার চালানো কঠিন হয়ে পড়েছে। অর্থনীতিবিদরা মনে করেন, বাজার তদারকি জোরদার করা জরুরি। আমদানির মাধ্যমে সরবরাহ বাড়ানোর পরামর্শও দিয়েছেন তারা। মিল মালিকরা অবশ্য দাবি করেছেন, ধানের দাম বৃদ্ধির কারণে চালের দাম বেড়েছে। পরিবহন ব্যয় ও শ্রমিকের মজুরি বৃদ্ধিও এর কারণ বলে জানান তারা। [442, 670, 747, 749]
article-barguna-continued [642, 48, 747, 326]
